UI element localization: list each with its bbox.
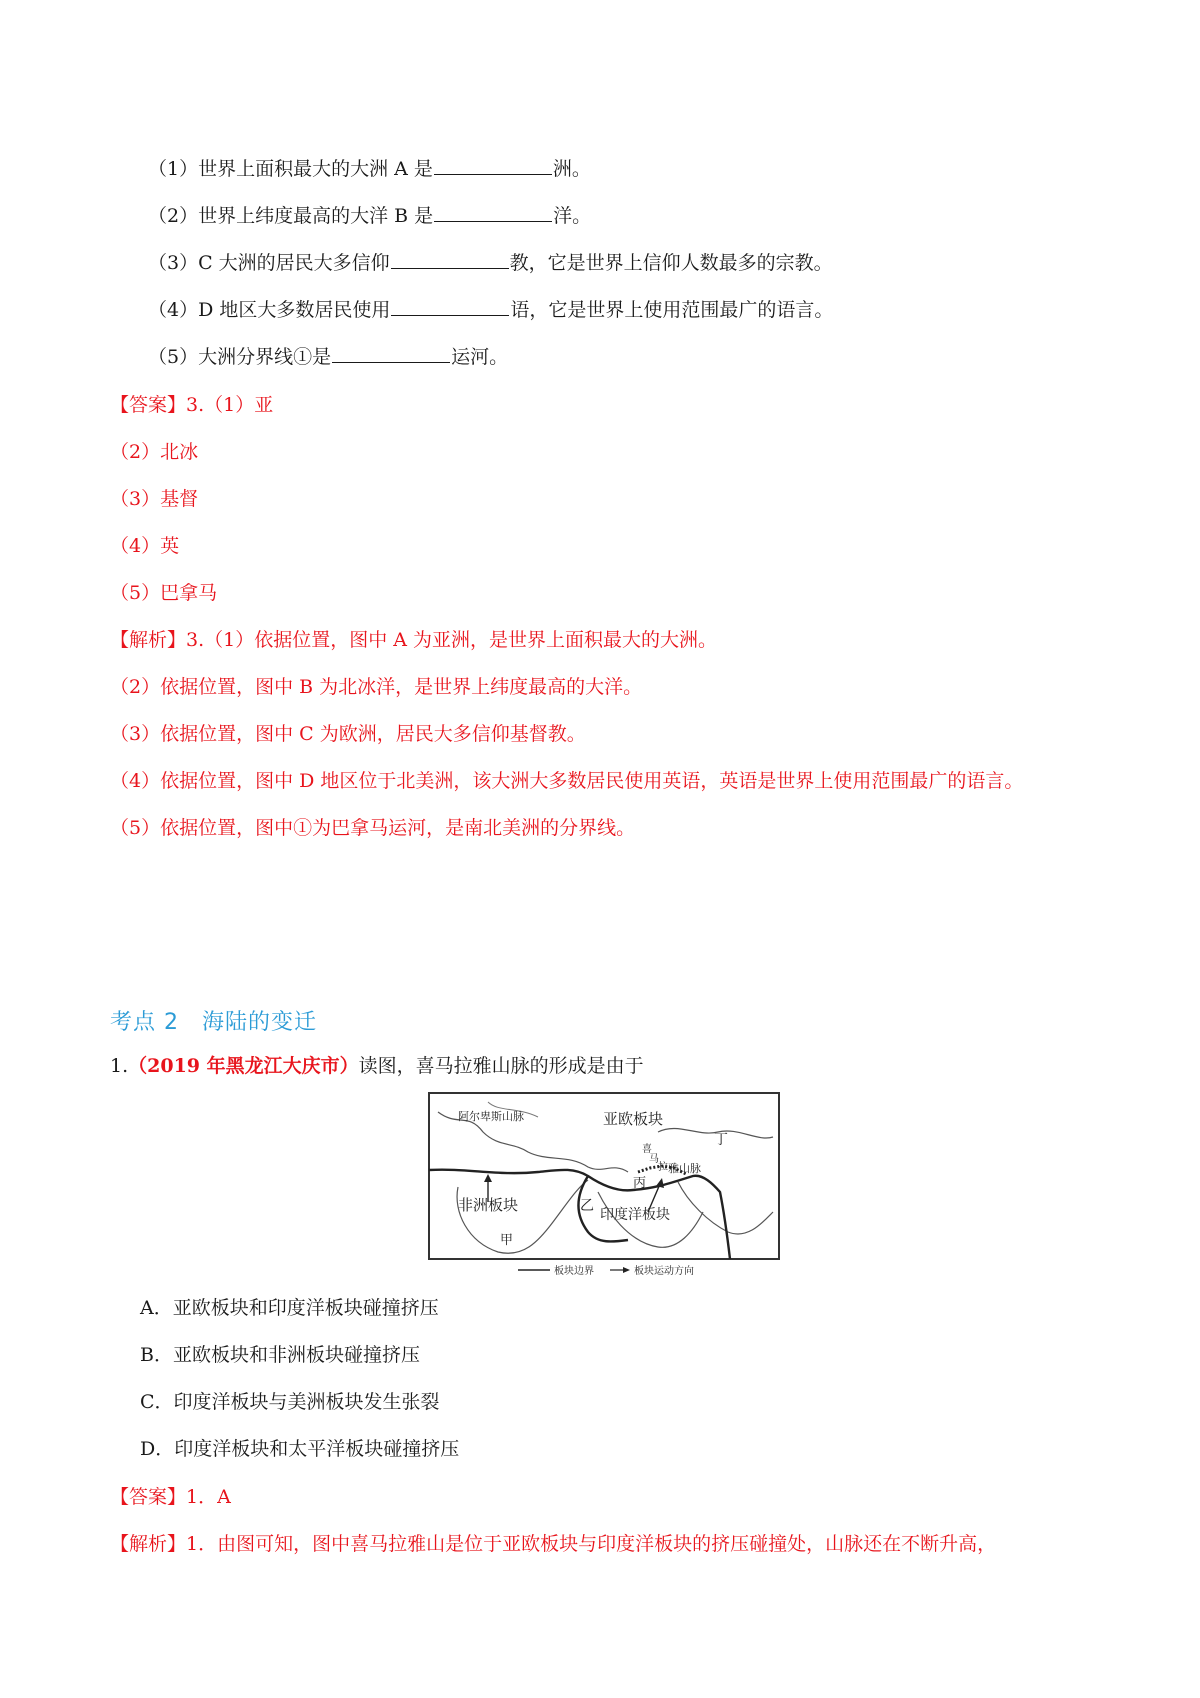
option-b: B．亚欧板块和非洲板块碰撞挤压: [140, 1344, 420, 1366]
answer-tag: 【答案】: [110, 1486, 187, 1508]
label-alps: 阿尔卑斯山脉: [458, 1110, 524, 1123]
label-jia: 甲: [500, 1233, 514, 1248]
label-himalaya: 拉: [658, 1162, 668, 1173]
analysis-tag: 【解析】: [110, 1533, 187, 1555]
analysis-line: 【解析】1．由图可知，图中喜马拉雅山是位于亚欧板块与印度洋板块的挤压碰撞处，山脉还在不断升高，: [110, 1533, 997, 1555]
label-himalaya: 喜: [642, 1144, 652, 1155]
answer-line: （4）英: [110, 535, 180, 557]
answer-line: 【答案】1．A: [110, 1486, 231, 1508]
answer-blank: [391, 250, 509, 269]
option-d: D．印度洋板块和太平洋板块碰撞挤压: [140, 1438, 460, 1460]
answer-line: （2）北冰: [110, 441, 199, 463]
answer-line: （3）基督: [110, 488, 199, 510]
label-africa-plate: 非洲板块: [458, 1196, 519, 1214]
analysis-line: （2）依据位置，图中 B 为北冰洋，是世界上纬度最高的大洋。: [110, 676, 643, 698]
label-himalaya: 马: [649, 1154, 659, 1165]
question-4: （4）D 地区大多数居民使用 语，它是世界上使用范围最广的语言。: [148, 299, 834, 321]
question-5: （5）大洲分界线①是 运河。: [148, 346, 509, 368]
answer-line: （5）巴拿马: [110, 582, 218, 604]
question-3: （3）C 大洲的居民大多信仰 教，它是世界上信仰人数最多的宗教。: [148, 252, 833, 274]
analysis-line: （5）依据位置，图中①为巴拿马运河，是南北美洲的分界线。: [110, 817, 636, 839]
label-yi: 乙: [580, 1198, 594, 1214]
answer-blank: [391, 297, 509, 316]
question-2: （2）世界上纬度最高的大洋 B 是 洋。: [148, 205, 592, 227]
option-a: A．亚欧板块和印度洋板块碰撞挤压: [140, 1297, 439, 1319]
question-1: （1）世界上面积最大的大洲 A 是 洲。: [148, 158, 591, 180]
analysis-tag: 【解析】: [110, 629, 187, 651]
section-heading: 考点 2 海陆的变迁: [110, 1010, 317, 1035]
analysis-line: 【解析】3.（1）依据位置，图中 A 为亚洲，是世界上面积最大的大洲。: [110, 629, 718, 651]
label-ding: 丁: [714, 1132, 728, 1148]
option-c: C．印度洋板块与美洲板块发生张裂: [140, 1391, 440, 1413]
question-source: （2019 年黑龙江大庆市）: [128, 1055, 359, 1077]
analysis-line: （4）依据位置，图中 D 地区位于北美洲，该大洲大多数居民使用英语，英语是世界上使用范围最广的语言。: [110, 770, 1024, 792]
label-indian-plate: 印度洋板块: [600, 1207, 670, 1223]
plate-map: [428, 1092, 780, 1278]
label-bing: 丙: [633, 1176, 647, 1191]
answer-blank: [434, 156, 552, 175]
legend-boundary: 板块边界: [554, 1266, 594, 1277]
legend-motion: 板块运动方向: [634, 1266, 694, 1277]
answer-blank: [332, 344, 450, 363]
answer-line: 【答案】3.（1）亚: [110, 394, 274, 416]
question-stem: 1.（2019 年黑龙江大庆市）读图，喜马拉雅山脉的形成是由于: [110, 1055, 644, 1077]
label-eurasia-plate: 亚欧板块: [603, 1110, 664, 1128]
analysis-line: （3）依据位置，图中 C 为欧洲，居民大多信仰基督教。: [110, 723, 586, 745]
label-himalaya: 雅山脉: [668, 1162, 701, 1175]
answer-blank: [434, 203, 552, 222]
answer-tag: 【答案】: [110, 394, 187, 416]
plate-map-figure: [428, 1092, 780, 1278]
